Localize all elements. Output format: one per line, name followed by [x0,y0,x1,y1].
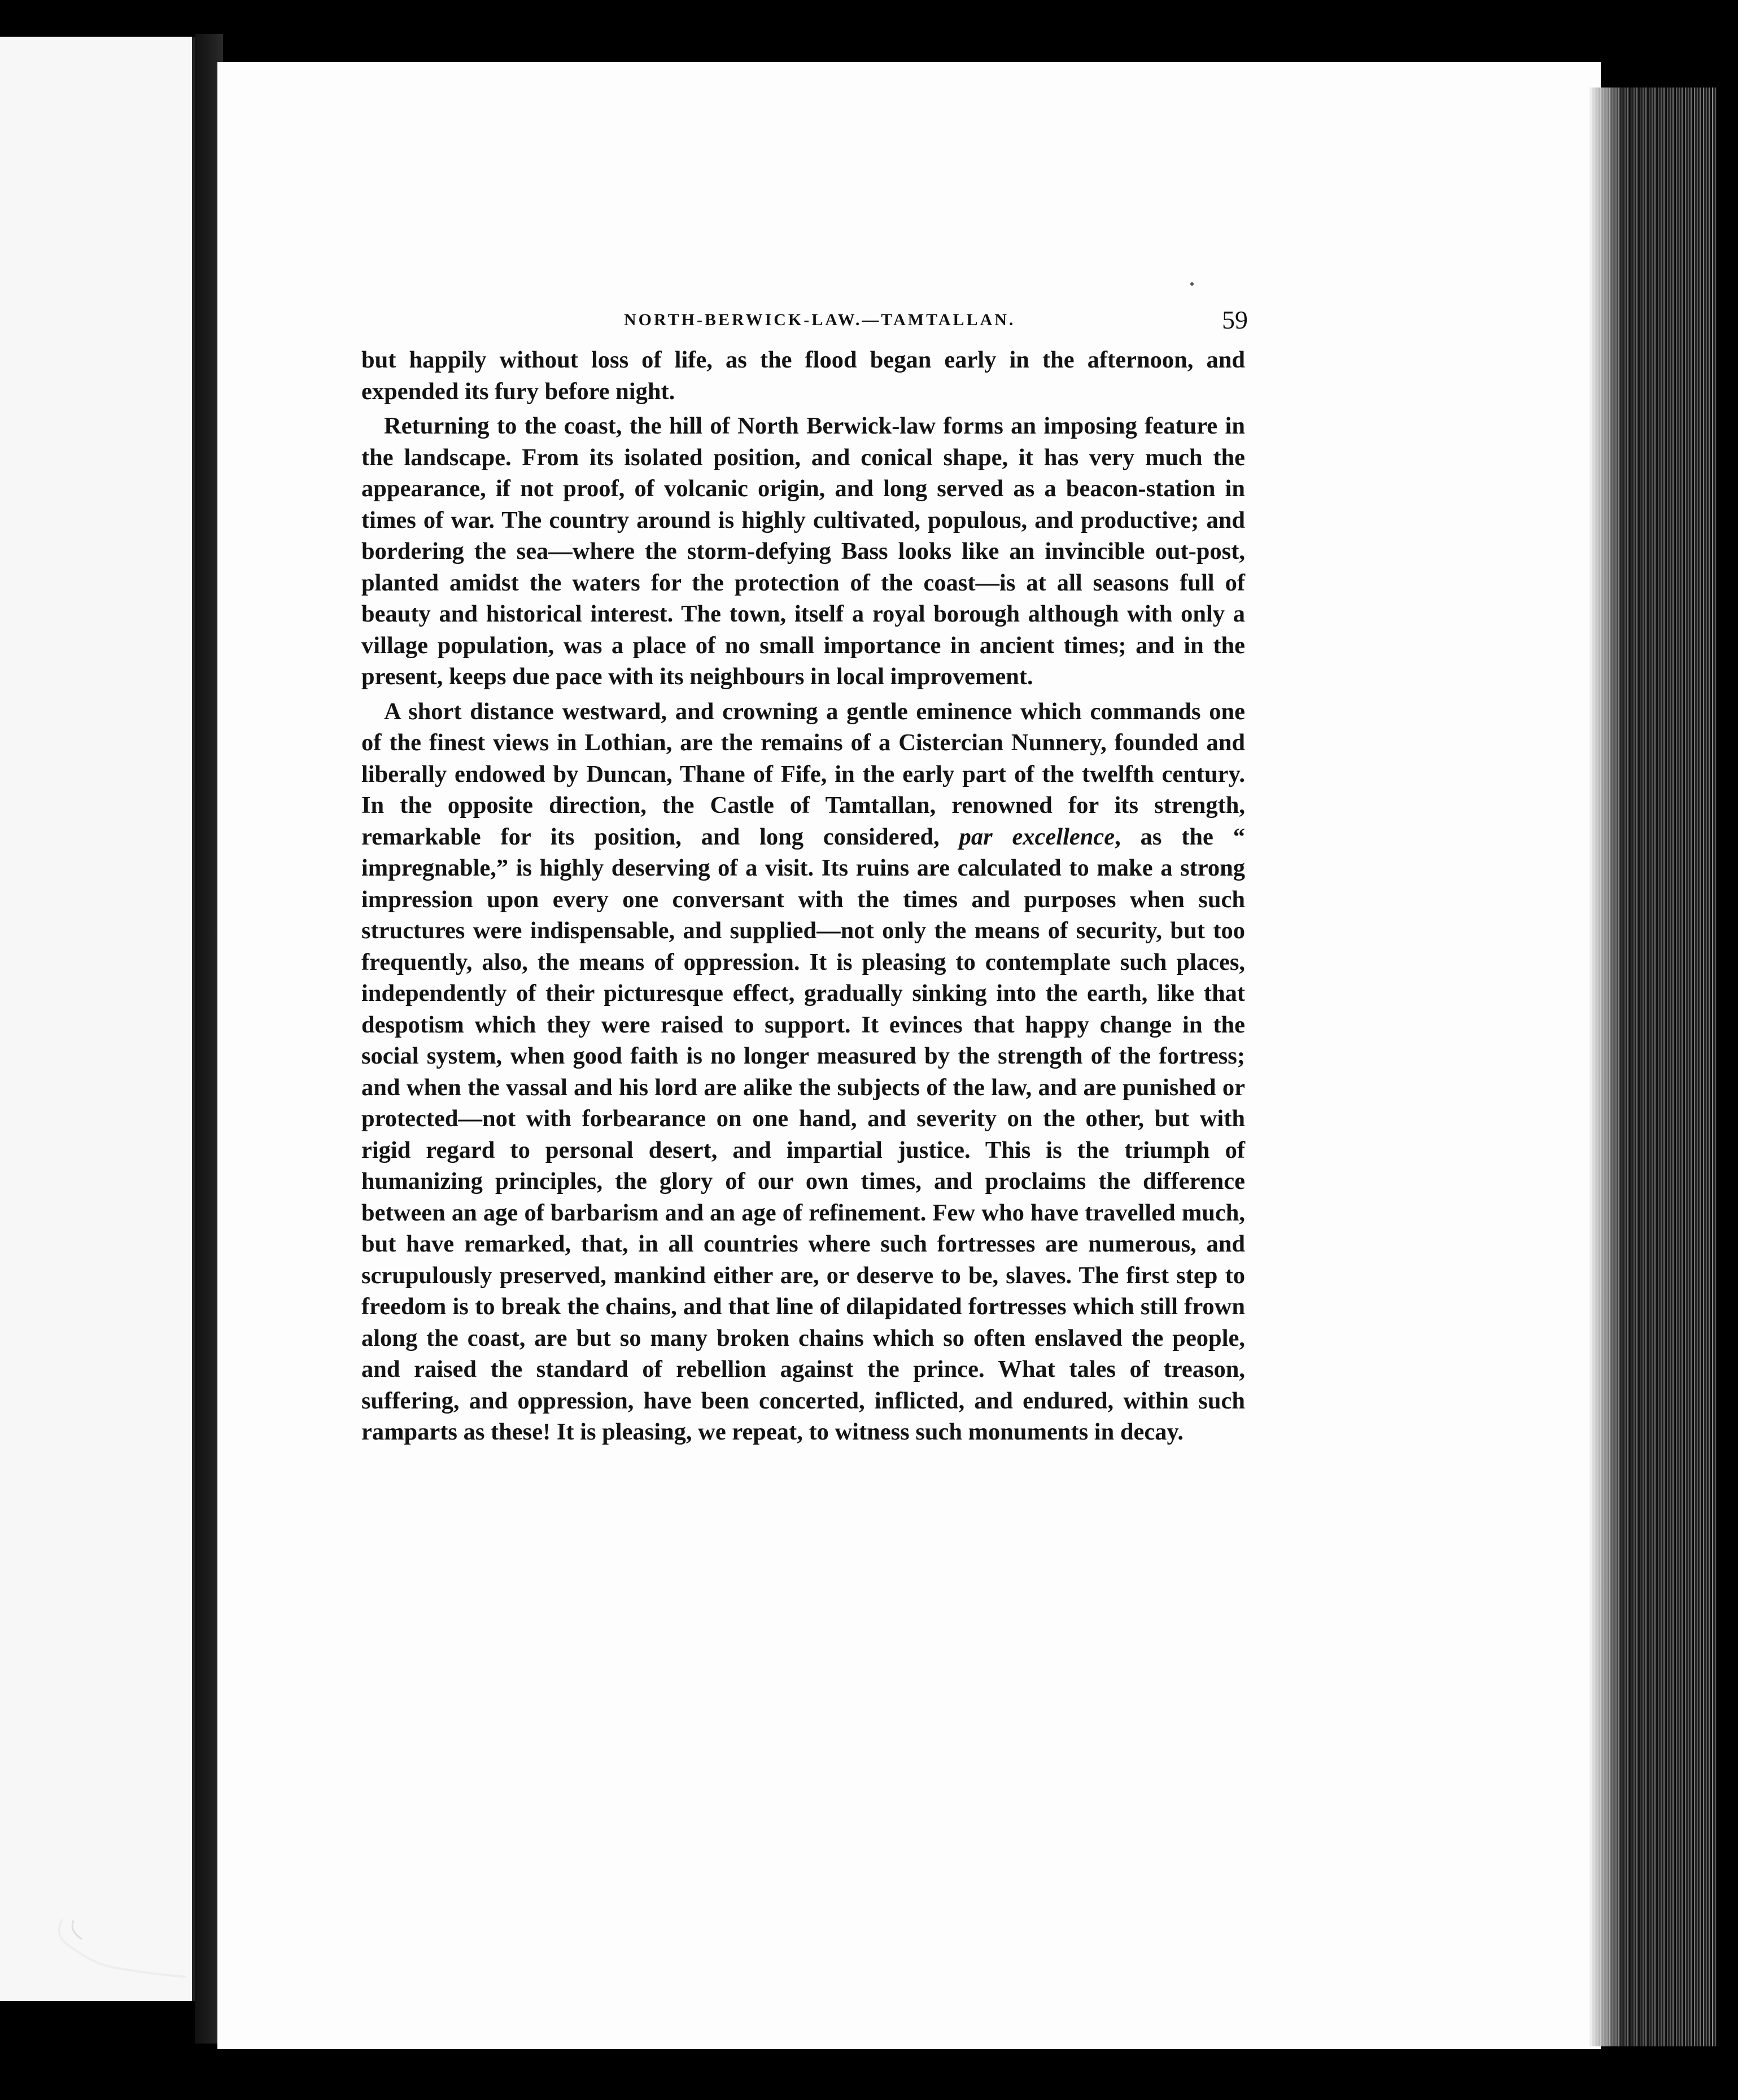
paragraph-3 [361,696,1245,1448]
ink-speck [1190,282,1194,286]
paragraph-3-text-b: , as the “ impregnable,” is highly deserving of a visit. Its ruins are calculated to make a strong impression upon every one conversant with the times and purposes when such structures were indispensable, and supplied—not only the means of security, but too frequently, also, the means of oppression. It is pleasing to contemplate such places, independently of their picturesque effect, gradually sinking into the earth, like that despotism which they were raised to support. It evinces that happy change in the social system, when good faith is no longer measured by the strength of the fortress; and when the vassal and his lord are alike the subjects of the law, and are punished or protected—not with forbearance on one hand, and severity on the other, but with rigid regard to personal desert, and impartial justice. This is the triumph of humanizing principles, the glory of our own times, and proclaims the difference between an age of barbarism and an age of refinement. Few who have travelled much, but have remarked, that, in all countries where such fortresses are numerous, and scrupulously preserved, mankind either are, or deserve to be, slaves. The first step to freedom is to break the chains, and that line of dilapidated fortresses which still frown along the coast, are but so many broken chains which so often enslaved the people, and raised the standard of rebellion against the prince. What tales of treason, suffering, and oppression, have been concerted, inflicted, and endured, within such ramparts as these! It is pleasing, we repeat, to witness such monuments in decay. [361,823,1245,1445]
paragraph-2: Returning to the coast, the hill of North Berwick-law forms an imposing feature in the landscape. From its isolated position, and conical shape, it has very much the appearance, if not proof, of volcanic origin, and long served as a beacon-station in times of war. The country around is highly cultivated, populous, and productive; and bordering the sea—where the storm-defying Bass looks like an invincible out-post, planted amidst the waters for the protection of the coast—is at all seasons full of beauty and historical interest. The town, itself a royal borough although with only a village population, was a place of no small importance in ancient times; and in the present, keeps due pace with its neighbours in local improvement. [361,413,1245,690]
running-title: NORTH-BERWICK-LAW.—TAMTALLAN. [624,310,1016,329]
handwritten-mark [51,1914,198,1981]
page-text-block [361,305,1248,1448]
running-header [361,305,1248,344]
page-number: 59 [1222,305,1248,334]
page-edge-fade [1589,88,1623,2046]
paragraph-3-text-a: A short distance westward, and crowning a gentle eminence which commands one of the finest views in Lothian, are the remains of a Cistercian Nunnery, founded and liberally endowed by Duncan, Thane of Fife, in the early part of the twelfth century. In the opposite direction, the Castle of Tamtallan, renowned for its strength, remarkable for its position, and long considered, [361,698,1245,850]
paragraph-3-italic: par excellence [959,823,1115,850]
facing-page-edge [0,37,195,2001]
paragraph-1: but happily without loss of life, as the flood began early in the afternoon, and expended its fury before night. [361,347,1245,405]
